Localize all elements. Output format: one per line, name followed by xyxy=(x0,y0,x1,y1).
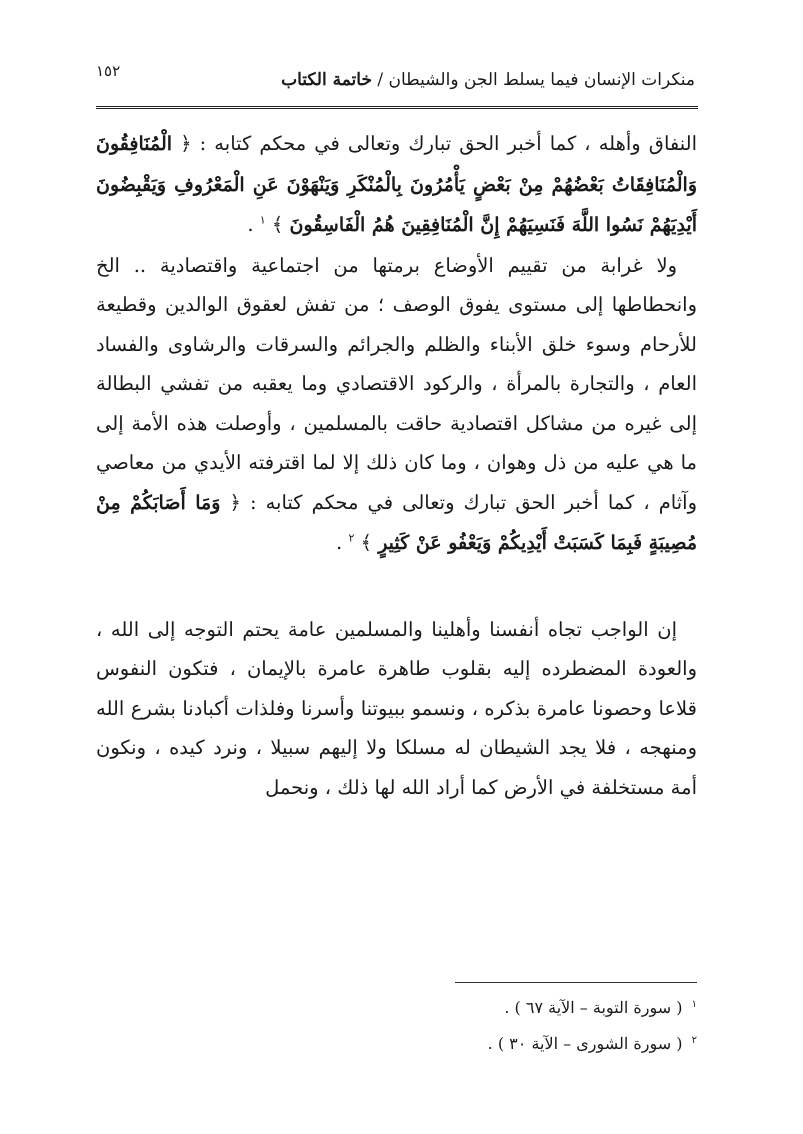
paragraph-2-end: . xyxy=(336,531,349,554)
footnotes xyxy=(488,990,697,1062)
footnote-2-text: ( سورة الشورى – الآية ٣٠ ) . xyxy=(487,1034,683,1053)
verse-1-closing: ﴾ xyxy=(271,213,284,236)
page-number: ١٥٢ xyxy=(96,62,121,80)
footnote-2-mark: ٢ xyxy=(691,1034,697,1046)
footnote-2 xyxy=(488,1026,697,1062)
paragraph-1-end: . xyxy=(247,213,260,236)
body-text xyxy=(96,124,697,807)
paragraph-1-intro: النفاق وأهله ، كما أخبر الحق تبارك وتعالى في محكم كتابه : ﴿ xyxy=(180,132,697,155)
footnote-divider xyxy=(455,982,697,983)
footnote-1 xyxy=(488,990,697,1026)
paragraph-1 xyxy=(96,124,697,246)
header-divider xyxy=(96,106,698,109)
book-title: منكرات الإنسان فيما يسلط الجن والشيطان / xyxy=(377,70,695,90)
paragraph-2 xyxy=(96,246,697,564)
footnote-1-mark: ١ xyxy=(691,998,697,1010)
footnote-ref-2[interactable]: ٢ xyxy=(348,531,355,545)
quran-verse-2: وَمَا أَصَابَكُمْ مِنْ مُصِيبَةٍ فَبِمَا كَسَبَتْ أَيْدِيكُمْ وَيَعْفُو عَنْ كَثِيرٍ xyxy=(96,491,697,554)
paragraph-2-text: ولا غرابة من تقييم الأوضاع برمتها من اجتماعية واقتصادية .. الخ وانحطاطها إلى مستوى يفوق الوصف ؛ من تفش لعقوق الوالدين وقطيعة للأرحام وسوء خلق الأبناء والظلم والجرائم والسرقات والرشاوى والفساد العام ، والتجارة بالمرأة ، والركود الاقتصادي وما يعقبه من تفشي البطالة إلى غيره من مشاكل اقتصادية حاقت بالمسلمين ، وأوصلت هذه الأمة إلى ما هي عليه من ذل وهوان ، وما كان ذلك إلا لما اقترفته الأيدي من معاصي وآثام ، كما أخبر الحق تبارك وتعالى في محكم كتابه : ﴿ xyxy=(96,253,698,514)
running-header xyxy=(281,70,695,90)
verse-2-closing: ﴾ xyxy=(360,531,372,554)
paragraph-3-text: إن الواجب تجاه أنفسنا وأهلينا والمسلمين عامة يحتم التوجه إلى الله ، والعودة المضطرده إليه بقلوب طاهرة عامرة بالإيمان ، فتكون النفوس قلاعا وحصونا عامرة بذكره ، ونسمو ببيوتنا وأسرنا وفلذات أكبادنا بشرع الله ومنهجه ، فلا يجد الشيطان له مسلكا ولا إليهم سبيلا ، ونرد كيده ، ونكون أمة مستخلفة في الأرض كما أراد الله لها ذلك ، ونحمل xyxy=(96,617,697,799)
paragraph-3 xyxy=(96,610,697,808)
section-title: خاتمة الكتاب xyxy=(281,70,372,90)
footnote-1-text: ( سورة التوبة – الآية ٦٧ ) . xyxy=(504,998,683,1017)
quran-verse-1: الْمُنَافِقُونَ وَالْمُنَافِقَاتُ بَعْضُهُمْ مِنْ بَعْضٍ يَأْمُرُونَ بِالْمُنْكَرِ وَيَنْهَوْنَ عَنِ الْمَعْرُوفِ وَيَقْبِضُونَ أَيْدِيَهُمْ نَسُوا اللَّهَ فَنَسِيَهُمْ إِنَّ الْمُنَافِقِينَ هُمُ الْفَاسِقُونَ xyxy=(96,133,697,236)
paragraph-gap xyxy=(96,564,697,610)
footnote-ref-1[interactable]: ١ xyxy=(259,213,266,227)
